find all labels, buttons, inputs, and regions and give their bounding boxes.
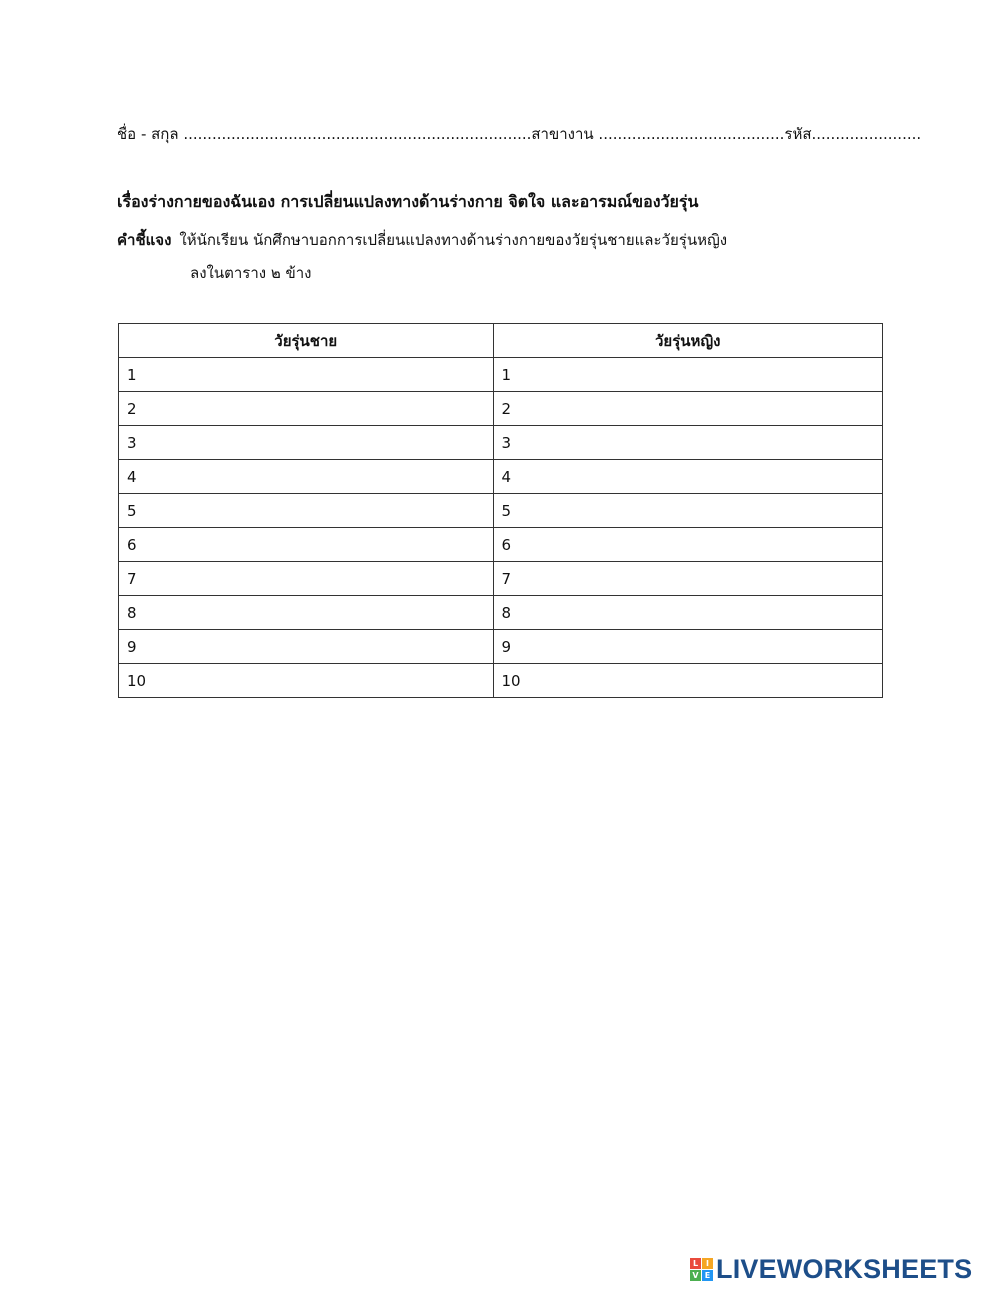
table-row — [119, 426, 883, 460]
answer-cell-girls[interactable]: 7 — [493, 562, 883, 596]
logo-letter-i: I — [702, 1258, 713, 1269]
answer-cell-girls[interactable]: 5 — [493, 494, 883, 528]
answer-cell-boys[interactable]: 4 — [119, 460, 494, 494]
worksheet-title: เรื่องร่างกายของฉันเอง การเปลี่ยนแปลงทางด้านร่างกาย จิตใจ และอารมณ์ของวัยรุ่น — [117, 192, 699, 211]
answer-cell-girls[interactable]: 3 — [493, 426, 883, 460]
answer-cell-boys[interactable]: 1 — [119, 358, 494, 392]
answer-cell-girls[interactable]: 1 — [493, 358, 883, 392]
instructions-continuation: ลงในตาราง ๒ ข้าง — [190, 264, 312, 282]
answer-cell-boys[interactable]: 3 — [119, 426, 494, 460]
answer-cell-boys[interactable]: 7 — [119, 562, 494, 596]
answer-cell-girls[interactable]: 10 — [493, 664, 883, 698]
table-row — [119, 358, 883, 392]
column-header-girls: วัยรุ่นหญิง — [493, 324, 883, 358]
table-row — [119, 562, 883, 596]
instructions-label: คำชี้แจง — [117, 231, 172, 249]
table-row — [119, 528, 883, 562]
table-row — [119, 664, 883, 698]
student-info-line: ชื่อ - สกุล .........................................................................สาขางาน .......................................รหัส....................... — [117, 125, 922, 143]
answer-cell-girls[interactable]: 9 — [493, 630, 883, 664]
liveworksheets-logo — [690, 1254, 972, 1285]
answer-cell-girls[interactable]: 2 — [493, 392, 883, 426]
answer-cell-boys[interactable]: 5 — [119, 494, 494, 528]
table-row — [119, 494, 883, 528]
logo-letter-e: E — [702, 1270, 713, 1281]
answer-cell-girls[interactable]: 6 — [493, 528, 883, 562]
answer-cell-girls[interactable]: 4 — [493, 460, 883, 494]
table-row — [119, 392, 883, 426]
column-header-boys: วัยรุ่นชาย — [119, 324, 494, 358]
table-row — [119, 596, 883, 630]
answer-cell-boys[interactable]: 9 — [119, 630, 494, 664]
answer-cell-boys[interactable]: 6 — [119, 528, 494, 562]
instructions-text: ให้นักเรียน นักศึกษาบอกการเปลี่ยนแปลงทางด้านร่างกายของวัยรุ่นชายและวัยรุ่นหญิง — [179, 231, 728, 249]
answer-cell-girls[interactable]: 8 — [493, 596, 883, 630]
table-row — [119, 630, 883, 664]
instructions — [117, 228, 727, 252]
answer-cell-boys[interactable]: 2 — [119, 392, 494, 426]
logo-letter-l: L — [690, 1258, 701, 1269]
answer-cell-boys[interactable]: 8 — [119, 596, 494, 630]
table-header-row — [119, 324, 883, 358]
liveworksheets-logo-icon — [690, 1258, 713, 1281]
liveworksheets-wordmark: LIVEWORKSHEETS — [716, 1254, 973, 1284]
logo-letter-v: V — [690, 1270, 701, 1281]
answer-cell-boys[interactable]: 10 — [119, 664, 494, 698]
answer-table — [118, 323, 883, 698]
table-row — [119, 460, 883, 494]
